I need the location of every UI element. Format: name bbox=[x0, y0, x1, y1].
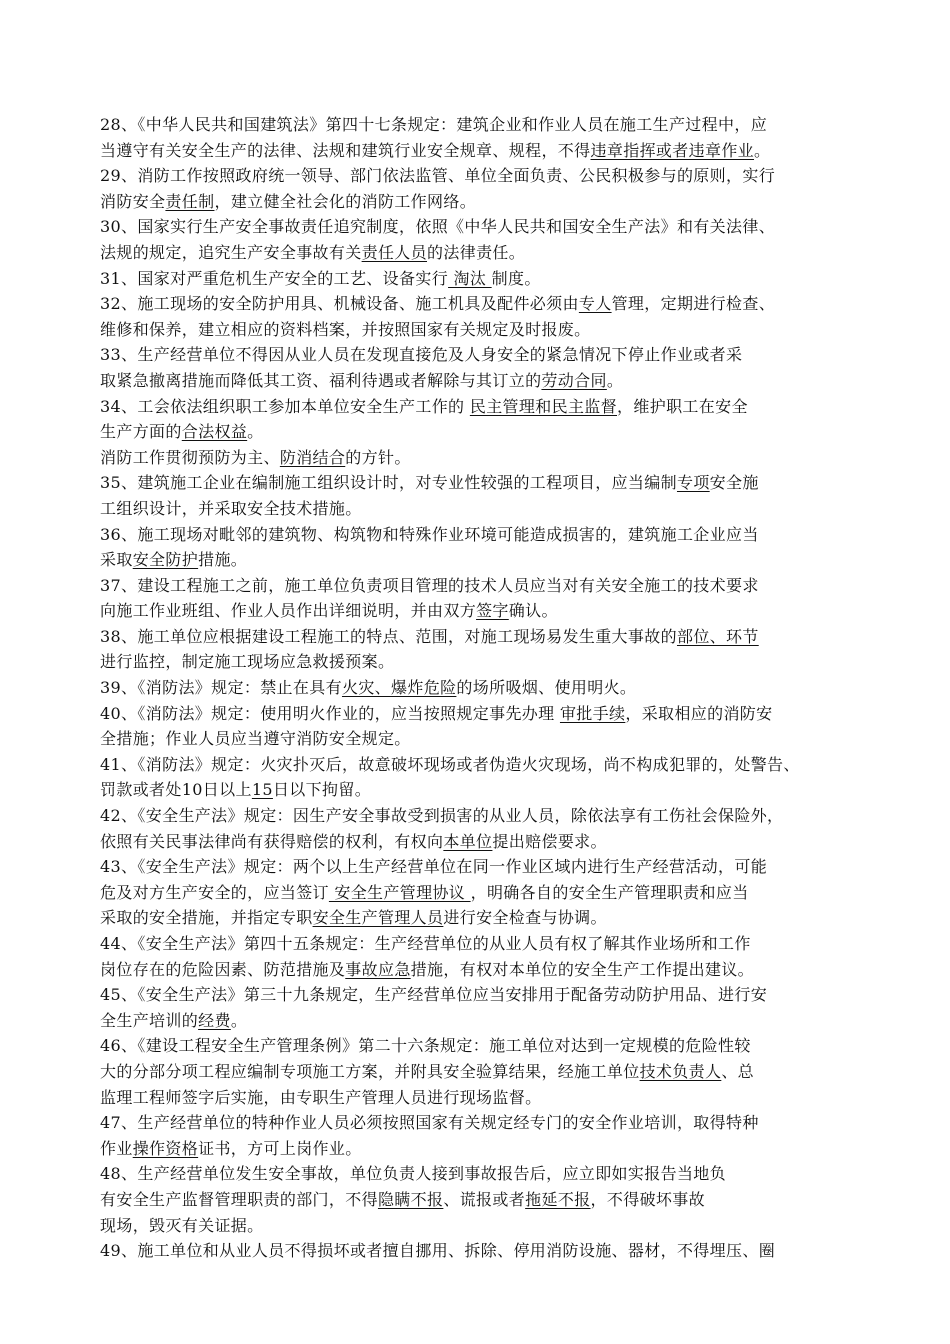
text-segment: 采取的安全措施，并指定专职 bbox=[100, 908, 313, 928]
text-segment: 34、工会依法组织职工参加本单位安全生产工作的 bbox=[100, 396, 470, 416]
text-line bbox=[100, 803, 854, 829]
text-line bbox=[100, 522, 854, 548]
text-line bbox=[100, 317, 854, 343]
text-segment: 40、《消防法》规定：使用明火作业的，应当按照规定事先办理 bbox=[100, 703, 560, 723]
text-line bbox=[100, 752, 854, 778]
text-segment: 岗位存在的危险因素、防范措施及 bbox=[100, 959, 346, 979]
text-line bbox=[100, 905, 854, 931]
underlined-answer: 操作资格 bbox=[132, 1138, 199, 1158]
text-line bbox=[100, 163, 854, 189]
text-segment: 。 bbox=[230, 1010, 248, 1030]
text-line bbox=[100, 1033, 854, 1059]
text-line bbox=[100, 291, 854, 317]
text-segment: 36、施工现场对毗邻的建筑物、构筑物和特殊作业环境可能造成损害的，建筑施工企业应当 bbox=[100, 524, 759, 544]
text-segment: 30、国家实行生产安全事故责任追究制度，依照《中华人民共和国安全生产法》和有关法律、 bbox=[100, 217, 776, 237]
text-line bbox=[100, 1238, 854, 1264]
text-segment: 有安全生产监督管理职责的部门，不得 bbox=[100, 1189, 378, 1209]
text-line bbox=[100, 138, 854, 164]
text-line bbox=[100, 1008, 854, 1034]
text-segment: 全措施；作业人员应当遵守消防安全规定。 bbox=[100, 729, 411, 749]
text-segment: 管理，定期进行检查、 bbox=[611, 294, 776, 314]
underlined-answer: 隐瞒不报 bbox=[377, 1189, 444, 1209]
text-segment: ，采取相应的消防安 bbox=[625, 703, 773, 723]
text-segment: 安全施 bbox=[709, 473, 759, 493]
underlined-answer: 部位、环节 bbox=[676, 626, 759, 646]
text-line bbox=[100, 880, 854, 906]
text-segment: 确认。 bbox=[508, 601, 558, 621]
underlined-answer: 审批手续 bbox=[559, 703, 626, 723]
underlined-answer: 合法权益 bbox=[181, 422, 248, 442]
text-line bbox=[100, 112, 854, 138]
text-segment: 消防安全 bbox=[100, 191, 166, 211]
text-segment: ，建立健全社会化的消防工作网络。 bbox=[214, 191, 477, 211]
text-segment: 46、《建设工程安全生产管理条例》第二十六条规定：施工单位对达到一定规模的危险性较 bbox=[100, 1036, 751, 1056]
text-line bbox=[100, 829, 854, 855]
text-segment: 措施，有权对本单位的安全生产工作提出建议。 bbox=[410, 959, 755, 979]
text-segment: 47、生产经营单位的特种作业人员必须按照国家有关规定经专门的安全作业培训，取得特种 bbox=[100, 1113, 759, 1133]
text-segment: ，不得破坏事故 bbox=[590, 1189, 705, 1209]
text-segment: 措施。 bbox=[198, 550, 248, 570]
text-line bbox=[100, 573, 854, 599]
text-line bbox=[100, 368, 854, 394]
text-segment: 44、《安全生产法》第四十五条规定：生产经营单位的从业人员有权了解其作业场所和工作 bbox=[100, 934, 751, 953]
text-line bbox=[100, 854, 854, 880]
text-segment: 全生产培训的 bbox=[100, 1010, 199, 1030]
text-line bbox=[100, 342, 854, 368]
underlined-answer: 安全防护 bbox=[132, 550, 199, 570]
text-segment: 日以下拘留。 bbox=[272, 780, 372, 800]
text-segment: 。 bbox=[606, 370, 624, 390]
text-segment: 证书，方可上岗作业。 bbox=[198, 1138, 362, 1158]
text-segment: 依照有关民事法律尚有获得赔偿的权利，有权向 bbox=[100, 831, 444, 851]
text-line bbox=[100, 394, 854, 420]
text-segment: 42、《安全生产法》规定：因生产安全事故受到损害的从业人员，除依法享有工伤社会保险外， bbox=[100, 806, 784, 826]
text-segment: 向施工作业班组、作业人员作出详细说明，并由双方 bbox=[100, 601, 477, 621]
text-segment: 的方针。 bbox=[345, 447, 411, 467]
text-segment: 当遵守有关安全生产的法律、法规和建筑行业安全规章、规程，不得 bbox=[100, 140, 591, 160]
text-segment: 进行安全检查与协调。 bbox=[443, 908, 607, 928]
underlined-answer: 违章指挥或者违章作业 bbox=[590, 140, 755, 160]
text-segment: 39、《消防法》规定：禁止在具有 bbox=[100, 678, 342, 698]
text-segment: 现场，毁灭有关证据。 bbox=[100, 1215, 264, 1235]
text-line bbox=[100, 777, 854, 803]
text-segment: 28、《中华人民共和国建筑法》第四十七条规定：建筑企业和作业人员在施工生产过程中，应 bbox=[100, 115, 768, 134]
text-segment: 监理工程师签字后实施，由专职生产管理人员进行现场监督。 bbox=[100, 1087, 542, 1107]
text-segment: 。 bbox=[754, 140, 771, 160]
text-line bbox=[100, 496, 854, 522]
text-segment: 工组织设计，并采取安全技术措施。 bbox=[100, 498, 362, 518]
text-segment: 提出赔偿要求。 bbox=[492, 831, 607, 851]
underlined-answer: 劳动合同 bbox=[541, 370, 607, 390]
underlined-answer: 防消结合 bbox=[279, 447, 346, 467]
underlined-answer: 火灾、爆炸危险 bbox=[341, 678, 457, 698]
text-line bbox=[100, 470, 854, 496]
text-segment: 、谎报或者 bbox=[443, 1189, 526, 1209]
text-line bbox=[100, 1085, 854, 1111]
text-line bbox=[100, 1161, 854, 1187]
text-line bbox=[100, 547, 854, 573]
text-line bbox=[100, 675, 854, 701]
text-segment: 作业 bbox=[100, 1138, 133, 1158]
text-line bbox=[100, 624, 854, 650]
text-segment: 41、《消防法》规定：火灾扑灭后，故意破坏现场或者伪造火灾现场，尚不构成犯罪的，处警告、 bbox=[100, 754, 800, 774]
text-segment: 35、建筑施工企业在编制施工组织设计时，对专业性较强的工程项目，应当编制 bbox=[100, 473, 677, 493]
text-line bbox=[100, 598, 854, 624]
text-line bbox=[100, 266, 854, 292]
text-segment: 法规的规定，追究生产安全事故有关 bbox=[100, 242, 362, 262]
underlined-answer: 15 bbox=[251, 780, 273, 800]
text-segment: ，明确各自的安全生产管理职责和应当 bbox=[470, 882, 749, 902]
underlined-answer: 安全生产管理协议 bbox=[328, 882, 471, 902]
text-segment: 进行监控，制定施工现场应急救援预案。 bbox=[100, 652, 395, 672]
text-segment: 32、施工现场的安全防护用具、机械设备、施工机具及配件必须由 bbox=[100, 294, 579, 314]
text-segment: 消防工作贯彻预防为主、 bbox=[100, 447, 280, 467]
text-segment: 罚款或者处10日以上 bbox=[100, 780, 252, 800]
text-segment: 生产方面的 bbox=[100, 422, 182, 442]
text-line bbox=[100, 649, 854, 675]
text-segment: 33、生产经营单位不得因从业人员在发现直接危及人身安全的紧急情况下停止作业或者采 bbox=[100, 345, 743, 365]
underlined-answer: 专项 bbox=[676, 473, 710, 493]
text-segment: 37、建设工程施工之前，施工单位负责项目管理的技术人员应当对有关安全施工的技术要求 bbox=[100, 575, 759, 595]
text-segment: 危及对方生产安全的，应当签订 bbox=[100, 882, 329, 902]
text-segment: 制度。 bbox=[491, 268, 541, 288]
text-line bbox=[100, 1110, 854, 1136]
text-line bbox=[100, 1213, 854, 1239]
underlined-answer: 拖延不报 bbox=[525, 1189, 591, 1209]
text-segment: 的场所吸烟、使用明火。 bbox=[456, 678, 637, 698]
text-segment: 、总 bbox=[721, 1061, 755, 1081]
document-body bbox=[100, 112, 854, 1264]
text-line bbox=[100, 419, 854, 445]
text-segment: 的法律责任。 bbox=[427, 242, 526, 262]
text-line bbox=[100, 982, 854, 1008]
underlined-answer: 经费 bbox=[198, 1010, 231, 1030]
text-line bbox=[100, 1187, 854, 1213]
text-segment: 采取 bbox=[100, 550, 133, 570]
text-segment: ，维护职工在安全 bbox=[617, 396, 748, 416]
text-segment: 。 bbox=[247, 422, 264, 442]
text-line bbox=[100, 957, 854, 983]
underlined-answer: 签字 bbox=[476, 601, 509, 621]
text-segment: 38、施工单位应根据建设工程施工的特点、范围，对施工现场易发生重大事故的 bbox=[100, 626, 677, 646]
text-line bbox=[100, 189, 854, 215]
underlined-answer: 事故应急 bbox=[345, 959, 411, 979]
underlined-answer: 专人 bbox=[578, 294, 612, 314]
text-segment: 维修和保养，建立相应的资料档案，并按照国家有关规定及时报废。 bbox=[100, 319, 591, 339]
underlined-answer: 安全生产管理人员 bbox=[312, 908, 444, 928]
text-line bbox=[100, 240, 854, 266]
underlined-answer: 责任人员 bbox=[361, 242, 428, 262]
text-segment: 大的分部分项工程应编制专项施工方案，并附具安全验算结果，经施工单位 bbox=[100, 1061, 640, 1081]
text-segment: 31、国家对严重危机生产安全的工艺、设备实行 bbox=[100, 268, 449, 288]
text-line bbox=[100, 1136, 854, 1162]
underlined-answer: 民主管理和民主监督 bbox=[469, 396, 618, 416]
text-segment: 取紧急撤离措施而降低其工资、福利待遇或者解除与其订立的 bbox=[100, 370, 542, 390]
text-segment: 29、消防工作按照政府统一领导、部门依法监管、单位全面负责、公民积极参与的原则，实行 bbox=[100, 166, 776, 186]
text-line bbox=[100, 214, 854, 240]
text-line bbox=[100, 931, 854, 957]
text-segment: 45、《安全生产法》第三十九条规定，生产经营单位应当安排用于配备劳动防护用品、进行安 bbox=[100, 985, 768, 1005]
text-line bbox=[100, 1059, 854, 1085]
underlined-answer: 本单位 bbox=[443, 831, 493, 851]
underlined-answer: 技术负责人 bbox=[639, 1061, 722, 1081]
underlined-answer: 责任制 bbox=[165, 191, 215, 211]
text-line bbox=[100, 726, 854, 752]
text-segment: 49、施工单位和从业人员不得损坏或者擅自挪用、拆除、停用消防设施、器材，不得埋压、圈 bbox=[100, 1241, 776, 1261]
text-segment: 43、《安全生产法》规定：两个以上生产经营单位在同一作业区域内进行生产经营活动，可能 bbox=[100, 857, 768, 877]
text-line bbox=[100, 445, 854, 471]
underlined-answer: 淘汰 bbox=[448, 268, 492, 288]
text-line bbox=[100, 701, 854, 727]
text-segment: 48、生产经营单位发生安全事故，单位负责人接到事故报告后，应立即如实报告当地负 bbox=[100, 1164, 727, 1184]
